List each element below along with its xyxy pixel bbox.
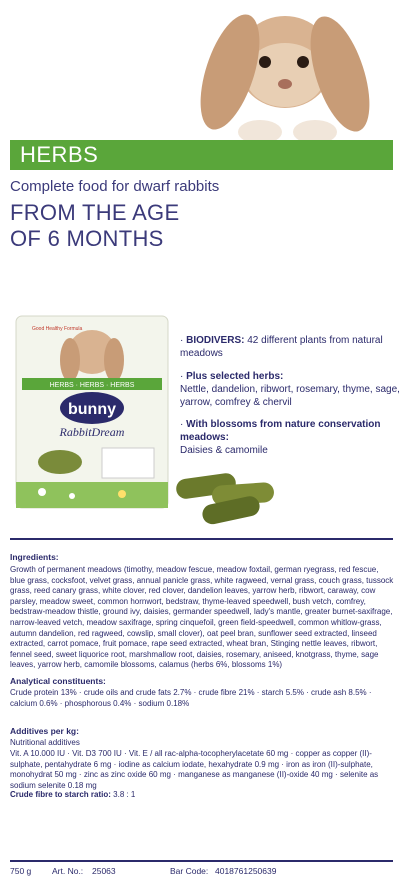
analytical-title: Analytical constituents: <box>10 676 106 686</box>
feature-text: Daisies & camomile <box>180 445 268 456</box>
ingredients-text: Growth of permanent meadows (timothy, meadow fescue, meadow foxtail, german ryegrass, red fescue, blue grass, cocksfoot, velvet grass, annual panicle grass, white ragweed, vernal grass, couch grass, tussock grass, reed canary grass, white clover, red clover, dandelion leaves, yarrow herb, ribwort, caraway, cow parsley, meadow sweet, common hornwort, bedstraw, thyme-leaved speedwell, bush vetch, comfrey, bedstraw-meadow thistle, ground ivy, daisies, germander speedwell, lady's mantle, greater burnet-saxifrage, narrow-leaved vetch, meadow saxifrage, spring cinquefoil, green field-speedwell, common whitlow-grass, autumn dandelion, red ragweed, cowslip, small clover), oat peel bran, sunflower seed extracted, linseed extracted, carrot pomace, fruit pomace, rape seed extracted, wheat bran, Stinging nettle leaves, ribwort, fennel seed, sweet liquorice root, marshmallow root, daisies, rosemary, aniseed, knotgrass, thyme, sage leaves, yarrow herb, camomile blossoms, calamus (herbs 6%, blossoms 1%) <box>10 565 394 670</box>
bag-badge: Good Healthy Formula <box>32 326 83 332</box>
barcode-label: Bar Code: <box>170 866 209 876</box>
feature-biodivers: · BIODIVERS: 42 different plants from natural meadows <box>180 335 383 359</box>
fibre-starch-ratio <box>10 790 395 801</box>
analytical-text: Crude protein 13% · crude oils and crude fats 2.7% · crude fibre 21% · starch 5.5% · crude ash 8.5% · calcium 0.6% · phosphorous 0.4% · sodium 0.18% <box>10 688 372 708</box>
weight: 750 g <box>10 866 32 876</box>
feature-text: 42 different plants from natural meadows <box>180 335 383 359</box>
feature-title: With blossoms from nature conservation meadows: <box>180 419 381 443</box>
article-label: Art. No.: <box>52 866 84 876</box>
bag-brand: bunny <box>68 401 116 418</box>
bag-header-text: HERBS · HERBS · HERBS <box>49 382 135 389</box>
barcode-number: 4018761250639 <box>215 866 277 876</box>
pellets-image <box>172 462 280 526</box>
subtitle: Complete food for dwarf rabbits <box>10 178 220 195</box>
ratio-label: Crude fibre to starch ratio: <box>10 790 111 799</box>
feature-blossoms: · With blossoms from nature conservation meadows: Daisies & camomile <box>180 419 381 456</box>
divider-top <box>10 538 393 540</box>
feature-title: BIODIVERS: <box>186 335 245 346</box>
headline-line-1: FROM THE AGE <box>10 200 180 225</box>
feature-title: Plus selected herbs: <box>186 371 284 382</box>
ratio-value: 3.8 : 1 <box>113 790 136 799</box>
additives-text: Vit. A 10.000 IU · Vit. D3 700 IU · Vit. E / all rac-alpha-tocopherylacetate 60 mg · copper as copper (II)-sulphate, pentahydrate 6 mg · iodine as calcium iodate, hexahydrate 0.9 mg · iron as iron (II)-sulphate, monohydrat 50 mg · zinc as zinc oxide 60 mg · manganese as manganese (II)-oxide 40 mg · selenite as sodium selenite 0.18 mg <box>10 749 379 790</box>
feature-herbs: · Plus selected herbs: Nettle, dandelion, ribwort, rosemary, thyme, sage, yarrow, comfrey & chervil <box>180 371 400 408</box>
headline-line-2: OF 6 MONTHS <box>10 226 164 251</box>
divider-bottom <box>10 860 393 862</box>
rabbit-photo <box>175 0 390 150</box>
additives-subtitle: Nutritional additives <box>10 738 80 747</box>
ingredients-title: Ingredients: <box>10 552 59 562</box>
bag-product-name: RabbitDream <box>59 425 125 439</box>
feature-text: Nettle, dandelion, ribwort, rosemary, thyme, sage, yarrow, comfrey & chervil <box>180 384 400 408</box>
additives-title: Additives per kg: <box>10 726 79 736</box>
herbs-banner <box>10 140 393 170</box>
product-bag-image <box>12 312 172 512</box>
herbs-banner-label: HERBS <box>20 142 99 167</box>
article-number: 25063 <box>92 866 116 876</box>
